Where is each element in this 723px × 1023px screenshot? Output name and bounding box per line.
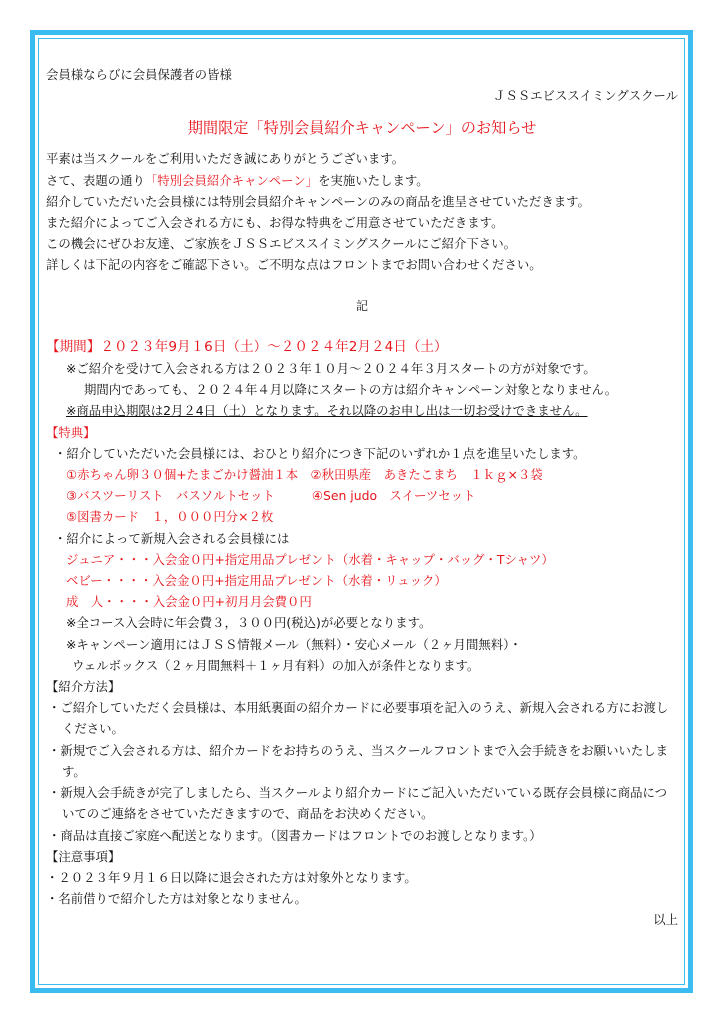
method-item-4: ・商品は直接ご家庭へ配送となります。（図書カードはフロントでのお渡しとなります。） xyxy=(48,827,542,843)
period-note-2: 期間内であっても、２０２４年４月以降にスタートの方は紹介キャンペーン対象となりません。 xyxy=(84,382,618,398)
intro-line-2-pre: さて、表題の通り xyxy=(46,172,145,188)
page-title: 期間限定「特別会員紹介キャンペーン」のお知らせ xyxy=(187,119,537,138)
intro-line-2 xyxy=(46,170,678,191)
caution-item-1: ・２０２３年９月１６日以降に退会された方は対象外となります。 xyxy=(46,869,417,885)
adult-benefit: 成 人・・・・入会金０円+初月月会費０円 xyxy=(66,594,312,610)
intro-line-4: また紹介によってご入会される方にも、お得な特典をご用意させていただきます。 xyxy=(46,215,504,231)
junior-benefit: ジュニア・・・入会金０円+指定用品プレゼント（水着・キャップ・バッグ・Tシャツ） xyxy=(66,551,554,567)
method-item-1: ・ご紹介していただく会員様は、本用紙裏面の紹介カードに必要事項を記入のうえ、新規入会される方にお渡しください。 xyxy=(48,700,669,737)
cautions-heading: 【注意事項】 xyxy=(46,848,121,864)
period-note-1: ※ご紹介を受けて入会される方は２０２３年１０月～２０２４年３月スタートの方が対象です。 xyxy=(66,361,596,377)
new-member-intro: ・紹介によって新規入会される会員様には xyxy=(54,530,290,546)
method-item-2: ・新規でご入会される方は、紹介カードをお持ちのうえ、当スクールフロントまで入会手続きをお願いいたします。 xyxy=(48,742,669,779)
ki-marker: 記 xyxy=(355,298,368,313)
benefits-note-1: ※全コース入会時に年会費３，３００円(税込)が必要となります。 xyxy=(66,615,432,631)
baby-benefit: ベビー・・・・入会金０円+指定用品プレゼント（水着・リュック） xyxy=(66,573,447,589)
intro-line-1: 平素は当スクールをご利用いただき誠にありがとうございます。 xyxy=(46,151,405,167)
caution-item-2: ・名前借りで紹介した方は対象となりません。 xyxy=(46,891,307,907)
notice-document xyxy=(46,64,678,931)
intro-line-3: 紹介していただいた会員様には特別会員紹介キャンペーンのみの商品を進呈させていただきます。 xyxy=(46,193,590,209)
period-note-3: ※商品申込期限は2月２4日（土）となります。それ以降のお申し出は一切お受けできません。 xyxy=(66,403,588,419)
benefit-items-row-2: ③バスツーリスト バスソルトセット ④Sen judo スイーツセット xyxy=(66,488,476,504)
benefits-heading: 【特典】 xyxy=(46,424,96,440)
period-heading: 【期間】２０２３年9月１6日（土）～２０２４年2月２4日（土） xyxy=(46,338,448,355)
campaign-name-highlight: 「特別会員紹介キャンペーン」 xyxy=(144,172,319,188)
intro-line-2-post: を実施いたします。 xyxy=(318,172,429,188)
benefit-items-row-1: ①赤ちゃん卵３０個+たまごかけ醤油１本 ②秋田県産 あきたこまち １ｋｇ×３袋 xyxy=(66,467,543,483)
benefits-note-2: ※キャンペーン適用にはＪＳＳ情報メール（無料）・安心メール（２ヶ月間無料）・ xyxy=(66,636,522,652)
benefit-items-row-3: ⑤図書カード １，０００円分×２枚 xyxy=(66,509,274,525)
method-heading: 【紹介方法】 xyxy=(46,679,121,695)
benefits-intro: ・紹介していただいた会員様には、おひとり紹介につき下記のいずれか１点を進呈いたします。 xyxy=(54,445,586,461)
benefits-note-3: ウェルボックス（２ヶ月間無料＋１ヶ月有料）の加入が条件となります。 xyxy=(72,657,480,673)
addressee: 会員様ならびに会員保護者の皆様 xyxy=(46,67,232,82)
method-item-3: ・新規入会手続きが完了しましたら、当スクールより紹介カードにご記入いただいている既存会員様に商品についてのご連絡をさせていただきますので、商品をお決めください。 xyxy=(48,785,668,822)
closing-word: 以上 xyxy=(653,912,678,928)
intro-line-6: 詳しくは下記の内容をご確認下さい。ご不明な点はフロントまでお問い合わせください。 xyxy=(46,257,542,273)
sender: ＪＳＳエビススイミングスクール xyxy=(493,88,678,104)
intro-line-5: この機会にぜひお友達、ご家族をＪＳＳエビススイミングスクールにご紹介下さい。 xyxy=(46,236,516,252)
